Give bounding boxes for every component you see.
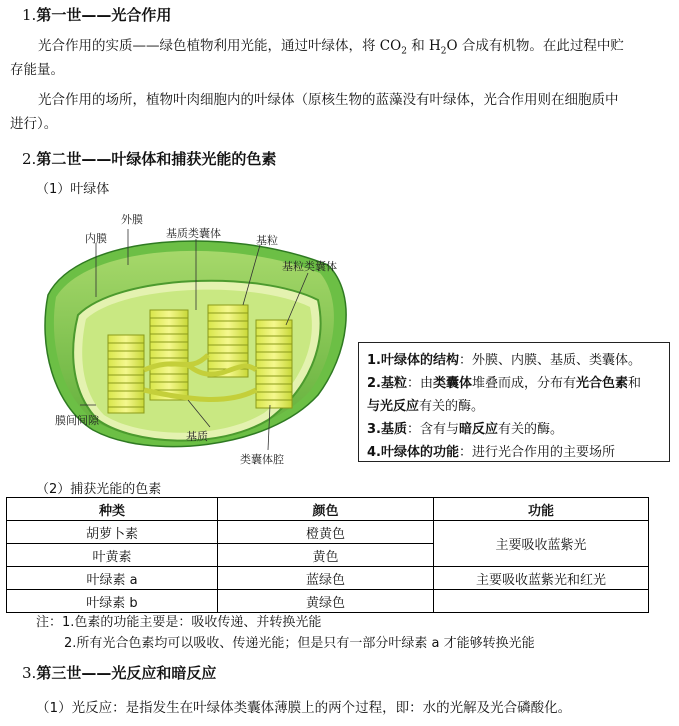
label-granum-thylakoid: 基粒类囊体: [282, 260, 337, 273]
section3-sub1: （1）光反应：是指发生在叶绿体类囊体薄膜上的两个过程，即：水的光解及光合磷酸化。: [36, 700, 572, 716]
table-header: 种类: [7, 498, 218, 521]
table-cell: 主要吸收蓝紫光: [434, 521, 649, 567]
table-cell: 叶黄素: [7, 544, 218, 567]
section1-para1-cont: 存能量。: [10, 62, 64, 78]
section1-para1: 光合作用的实质——绿色植物利用光能，通过叶绿体，将 $CO_2$ 和 $H_2O$ 合成有机物。在此过程中贮: [38, 38, 624, 57]
granum-stack: [108, 335, 144, 413]
section2-heading: 2.第二世——叶绿体和捕获光能的色素: [22, 150, 277, 168]
table-row: [7, 521, 649, 544]
section1-para2-cont: 进行）。: [10, 116, 58, 132]
table-cell: [434, 590, 649, 613]
section1-heading: 1.第一世——光合作用: [22, 6, 172, 24]
pigment-table: [6, 497, 649, 613]
table-cell: 胡萝卜素: [7, 521, 218, 544]
table-row: [7, 567, 649, 590]
label-granum: 基粒: [256, 234, 278, 247]
label-inner-membrane: 内膜: [85, 232, 107, 245]
section1-para2: 光合作用的场所，植物叶肉细胞内的叶绿体（原核生物的蓝藻没有叶绿体，光合作用则在细胞质中: [38, 92, 619, 108]
section3-heading: 3.第三世——光反应和暗反应: [22, 664, 217, 682]
table-header-row: [7, 498, 649, 521]
table-cell: 叶绿素 a: [7, 567, 218, 590]
table-header: 颜色: [218, 498, 434, 521]
table-header: 功能: [434, 498, 649, 521]
label-outer-membrane: 外膜: [121, 213, 143, 226]
chloroplast-summary-box: 1.叶绿体的结构：外膜、内膜、基质、类囊体。 2.基粒：由类囊体堆叠而成，分布有光合色素和 与光反应有关的酶。 3.基质：含有与暗反应有关的酶。 4.叶绿体的功能：进行光合作用的主要场所: [358, 342, 670, 462]
section2-sub1: （1）叶绿体: [36, 182, 110, 197]
table-cell: 黄色: [218, 544, 434, 567]
section2-sub2: （2）捕获光能的色素: [36, 482, 162, 497]
note-1: 注：1.色素的功能主要是：吸收传递、并转换光能: [36, 615, 322, 630]
label-stroma-thylakoid: 基质类囊体: [166, 227, 221, 240]
label-stroma: 基质: [186, 430, 208, 443]
label-lumen: 类囊体腔: [240, 453, 284, 466]
table-cell: 黄绿色: [218, 590, 434, 613]
table-cell: 蓝绿色: [218, 567, 434, 590]
table-cell: 主要吸收蓝紫光和红光: [434, 567, 649, 590]
table-cell: 叶绿素 b: [7, 590, 218, 613]
table-row: [7, 590, 649, 613]
label-intermembrane: 膜间间隙: [55, 414, 99, 427]
note-2: 2.所有光合色素均可以吸收、传递光能；但是只有一部分叶绿素 a 才能够转换光能: [64, 636, 535, 651]
table-cell: 橙黄色: [218, 521, 434, 544]
